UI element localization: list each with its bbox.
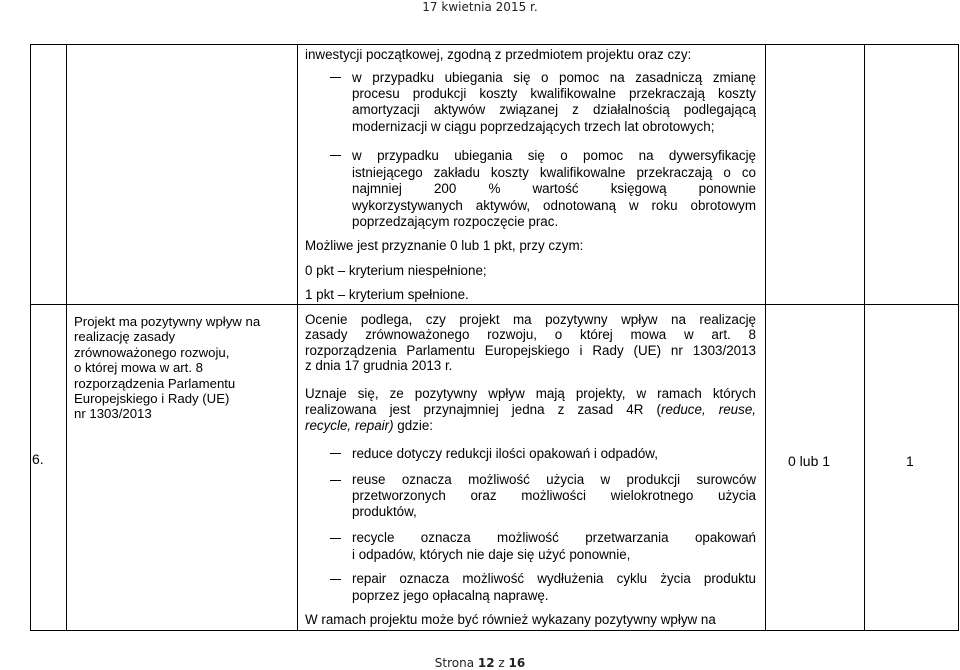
points-possible: Możliwe jest przyznanie 0 lub 1 pkt, przy czym:: [305, 238, 584, 253]
bullet-recycle: [352, 530, 756, 563]
bullet-diversification: [352, 148, 756, 231]
assessment-line: z dnia 17 grudnia 2013 r.: [305, 358, 453, 374]
row-number: 6.: [32, 451, 44, 467]
criterion-line: nr 1303/2013: [74, 406, 152, 422]
assessment-line: zasady zrównoważonego rozwoju, o której mowa w art. 8: [305, 327, 756, 343]
bullet-line: recycle oznacza możliwość przetwarzania opakowań: [352, 530, 756, 545]
bullet-restructuring: [352, 70, 756, 135]
weight-value: 1: [906, 453, 914, 469]
bullet-line: w przypadku ubiegania się o pomoc na dywersyfikację: [352, 148, 756, 163]
bullet-dash: [330, 480, 341, 481]
bullet-line: modernizacji w ciągu poprzedzających trzech lat obrotowych;: [352, 118, 715, 134]
points-range: 0 lub 1: [788, 453, 831, 469]
bullet-line: poprzez jego opłacalną naprawę.: [352, 587, 549, 603]
bullet-line: i odpadów, których nie daje się użyć ponownie,: [352, 546, 631, 562]
col-border-left: [30, 44, 31, 631]
footer-total: 16: [508, 656, 526, 670]
bullet-dash: [330, 538, 341, 539]
bullet-line: repair oznacza możliwość wydłużenia cyklu życia produktu: [352, 571, 756, 586]
table-top-border: [30, 44, 959, 45]
criterion-line: realizację zasady: [74, 329, 176, 345]
footer-prefix: Strona: [434, 656, 478, 670]
bullet-line: amortyzacji aktywów związanej z działalnością podlegającą: [352, 102, 756, 118]
page-header-date: 17 kwietnia 2015 r.: [422, 0, 538, 14]
criterion-name: [74, 314, 289, 422]
col-border-right: [958, 44, 959, 631]
bullet-line: przetworzonych oraz możliwości wielokrotnego użycia: [352, 488, 756, 504]
bullet-line: reuse oznacza możliwość użycia w produkcji surowców: [352, 472, 756, 487]
col-border-description: [765, 44, 766, 631]
principles-italic: reduce, reuse,: [661, 402, 756, 418]
points-zero: 0 pkt – kryterium niespełnione;: [305, 263, 487, 278]
bullet-reduce: reduce dotyczy redukcji ilości opakowań i odpadów,: [352, 446, 658, 461]
bullet-line: w przypadku ubiegania się o pomoc na zasadniczą zmianę: [352, 70, 756, 85]
footer-sep: z: [494, 656, 509, 670]
points-one: 1 pkt – kryterium spełnione.: [305, 287, 469, 302]
bullet-line: istniejącego zakładu koszty kwalifikowalne przekraczają o co: [352, 164, 756, 180]
bullet-repair: [352, 571, 756, 604]
assessment-line: rozporządzenia Parlamentu Europejskiego i Rady (UE) nr 1303/2013: [305, 342, 756, 358]
col-border-points: [864, 44, 865, 631]
principles-line: [305, 418, 756, 434]
table-bottom-border: [30, 630, 959, 631]
bullet-line: produktów,: [352, 504, 417, 520]
col-border-number: [66, 44, 67, 631]
row-divider: [30, 304, 959, 305]
bullet-line: poprzedzającym rozpoczęcie prac.: [352, 214, 559, 230]
criterion-line: zrównoważonego rozwoju,: [74, 344, 230, 360]
principles-text: gdzie:: [393, 418, 434, 434]
assessment-continuation: W ramach projektu może być również wykazany pozytywny wpływ na: [305, 612, 716, 627]
footer-page: 12: [477, 656, 495, 670]
bullet-reuse: [352, 472, 756, 521]
criterion-line: Projekt ma pozytywny wpływ na: [74, 314, 261, 329]
criterion-line: o której mowa w art. 8: [74, 360, 203, 376]
description-intro: inwestycji początkowej, zgodną z przedmiotem projektu oraz czy:: [305, 47, 692, 62]
principles-line: [305, 402, 756, 418]
bullet-dash: [330, 77, 341, 78]
bullet-dash: [330, 579, 341, 580]
principles-text: realizowana jest przynajmniej jedna z zasad 4R (: [305, 402, 661, 418]
criterion-line: rozporządzenia Parlamentu: [74, 375, 236, 391]
bullet-line: procesu produkcji koszty kwalifikowalne przekraczają koszty: [352, 86, 756, 102]
principles-line: Uznaje się, ze pozytywny wpływ mają projekty, w ramach których: [305, 386, 756, 401]
principles-4r-paragraph: [305, 386, 756, 435]
col-border-criterion: [297, 44, 298, 631]
bullet-dash: [330, 155, 341, 156]
assessment-paragraph: [305, 312, 756, 374]
principles-italic: recycle, repair): [305, 418, 394, 434]
bullet-line: wykorzystywanych aktywów, odnotowaną w roku obrotowym: [352, 197, 756, 213]
assessment-line: Ocenie podlega, czy projekt ma pozytywny wpływ na realizację: [305, 312, 756, 327]
criterion-line: Europejskiego i Rady (UE): [74, 391, 230, 407]
bullet-line: najmniej 200 % wartość księgową ponownie: [352, 181, 756, 197]
bullet-dash: [330, 453, 341, 454]
